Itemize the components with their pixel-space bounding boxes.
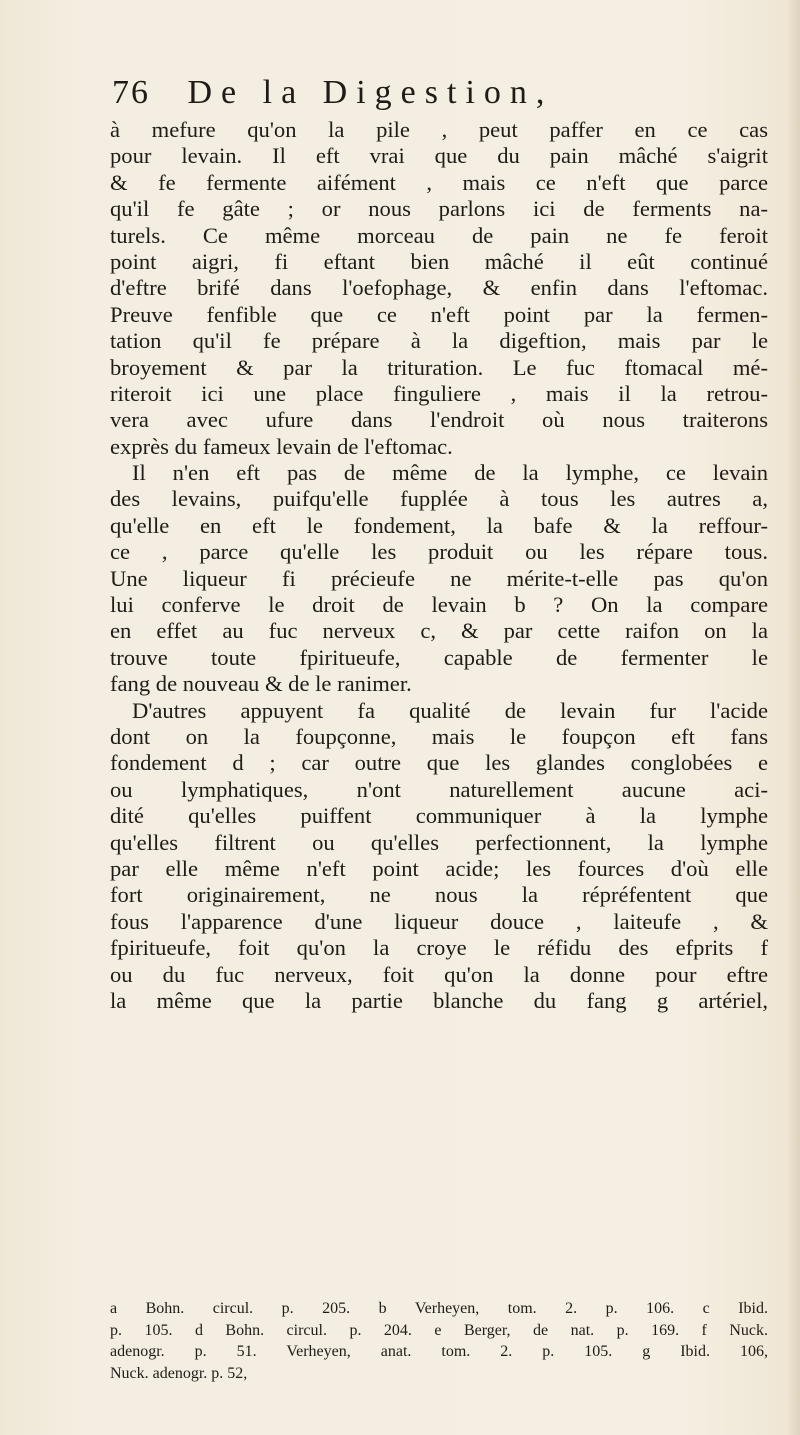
text-line: ou lymphatiques, n'ont naturellement aucune aci-: [110, 776, 768, 802]
page-edge-shadow: [786, 0, 800, 1435]
running-title: De la Digestion,: [187, 74, 554, 111]
text-line: fort originairement, ne nous la répréfentent que: [110, 882, 768, 908]
text-line: Une liqueur fi précieufe ne mérite-t-elle pas qu'on: [110, 565, 768, 591]
text-line: broyement & par la trituration. Le fuc ftomacal mé-: [110, 354, 768, 380]
footnote-line: Nuck. adenogr. p. 52,: [110, 1364, 248, 1382]
footnote-line: p. 105. d Bohn. circul. p. 204. e Berger, de nat. p. 169. f Nuck.: [110, 1321, 768, 1339]
footnote-line: a Bohn. circul. p. 205. b Verheyen, tom. 2. p. 106. c Ibid.: [110, 1300, 768, 1317]
text-line: ou du fuc nerveux, foit qu'on la donne pour eftre: [110, 961, 768, 987]
text-line: D'autres appuyent fa qualité de levain fur l'acide: [132, 697, 768, 723]
text-line: par elle même n'eft point acide; les fources d'où elle: [110, 855, 768, 881]
text-line: tation qu'il fe prépare à la digeftion, mais par le: [110, 328, 768, 354]
text-line: fang de nouveau & de le ranimer.: [110, 671, 412, 697]
text-line: des levains, puifqu'elle fupplée à tous les autres a,: [110, 486, 768, 512]
text-line: exprès du fameux levain de l'eftomac.: [110, 433, 453, 459]
text-line: qu'il fe gâte ; or nous parlons ici de ferments na-: [110, 196, 768, 222]
text-line: Il n'en eft pas de même de la lymphe, ce levain: [132, 460, 768, 486]
text-line: pour levain. Il eft vrai que du pain mâché s'aigrit: [110, 143, 768, 169]
text-line: fous l'apparence d'une liqueur douce , laiteufe , &: [110, 908, 768, 934]
text-line: lui conferve le droit de levain b ? On la compare: [110, 592, 768, 618]
text-line: qu'elles filtrent ou qu'elles perfectionnent, la lymphe: [110, 829, 768, 855]
main-text: [110, 117, 768, 1014]
page-number: 76: [112, 74, 150, 111]
text-line: & fe fermente aifément , mais ce n'eft que parce: [110, 169, 768, 195]
running-header: [112, 74, 762, 118]
text-line: riteroit ici une place finguliere , mais il la retrou-: [110, 380, 768, 406]
text-line: dité qu'elles puiffent communiquer à la lymphe: [110, 803, 768, 829]
footnote-line: adenogr. p. 51. Verheyen, anat. tom. 2. p. 105. g Ibid. 106,: [110, 1343, 768, 1360]
text-line: fpiritueufe, foit qu'on la croye le réfidu des efprits f: [110, 935, 768, 961]
footnotes: [110, 1298, 768, 1384]
text-line: trouve toute fpiritueufe, capable de fermenter le: [110, 644, 768, 670]
text-line: la même que la partie blanche du fang g artériel,: [110, 987, 768, 1013]
text-line: point aigri, fi eftant bien mâché il eût continué: [110, 248, 768, 274]
text-line: d'eftre brifé dans l'oefophage, & enfin dans l'eftomac.: [110, 275, 768, 301]
text-line: dont on la foupçonne, mais le foupçon eft fans: [110, 723, 768, 749]
text-line: Preuve fenfible que ce n'eft point par la fermen-: [110, 301, 768, 327]
text-line: en effet au fuc nerveux c, & par cette raifon on la: [110, 618, 768, 644]
text-line: qu'elle en eft le fondement, la bafe & la reffour-: [110, 512, 768, 538]
text-line: fondement d ; car outre que les glandes conglobées e: [110, 750, 768, 776]
text-line: ce , parce qu'elle les produit ou les répare tous.: [110, 539, 768, 565]
text-line: turels. Ce même morceau de pain ne fe feroit: [110, 222, 768, 248]
text-line: à mefure qu'on la pile , peut paffer en ce cas: [110, 117, 768, 142]
text-line: vera avec ufure dans l'endroit où nous traiterons: [110, 407, 768, 433]
